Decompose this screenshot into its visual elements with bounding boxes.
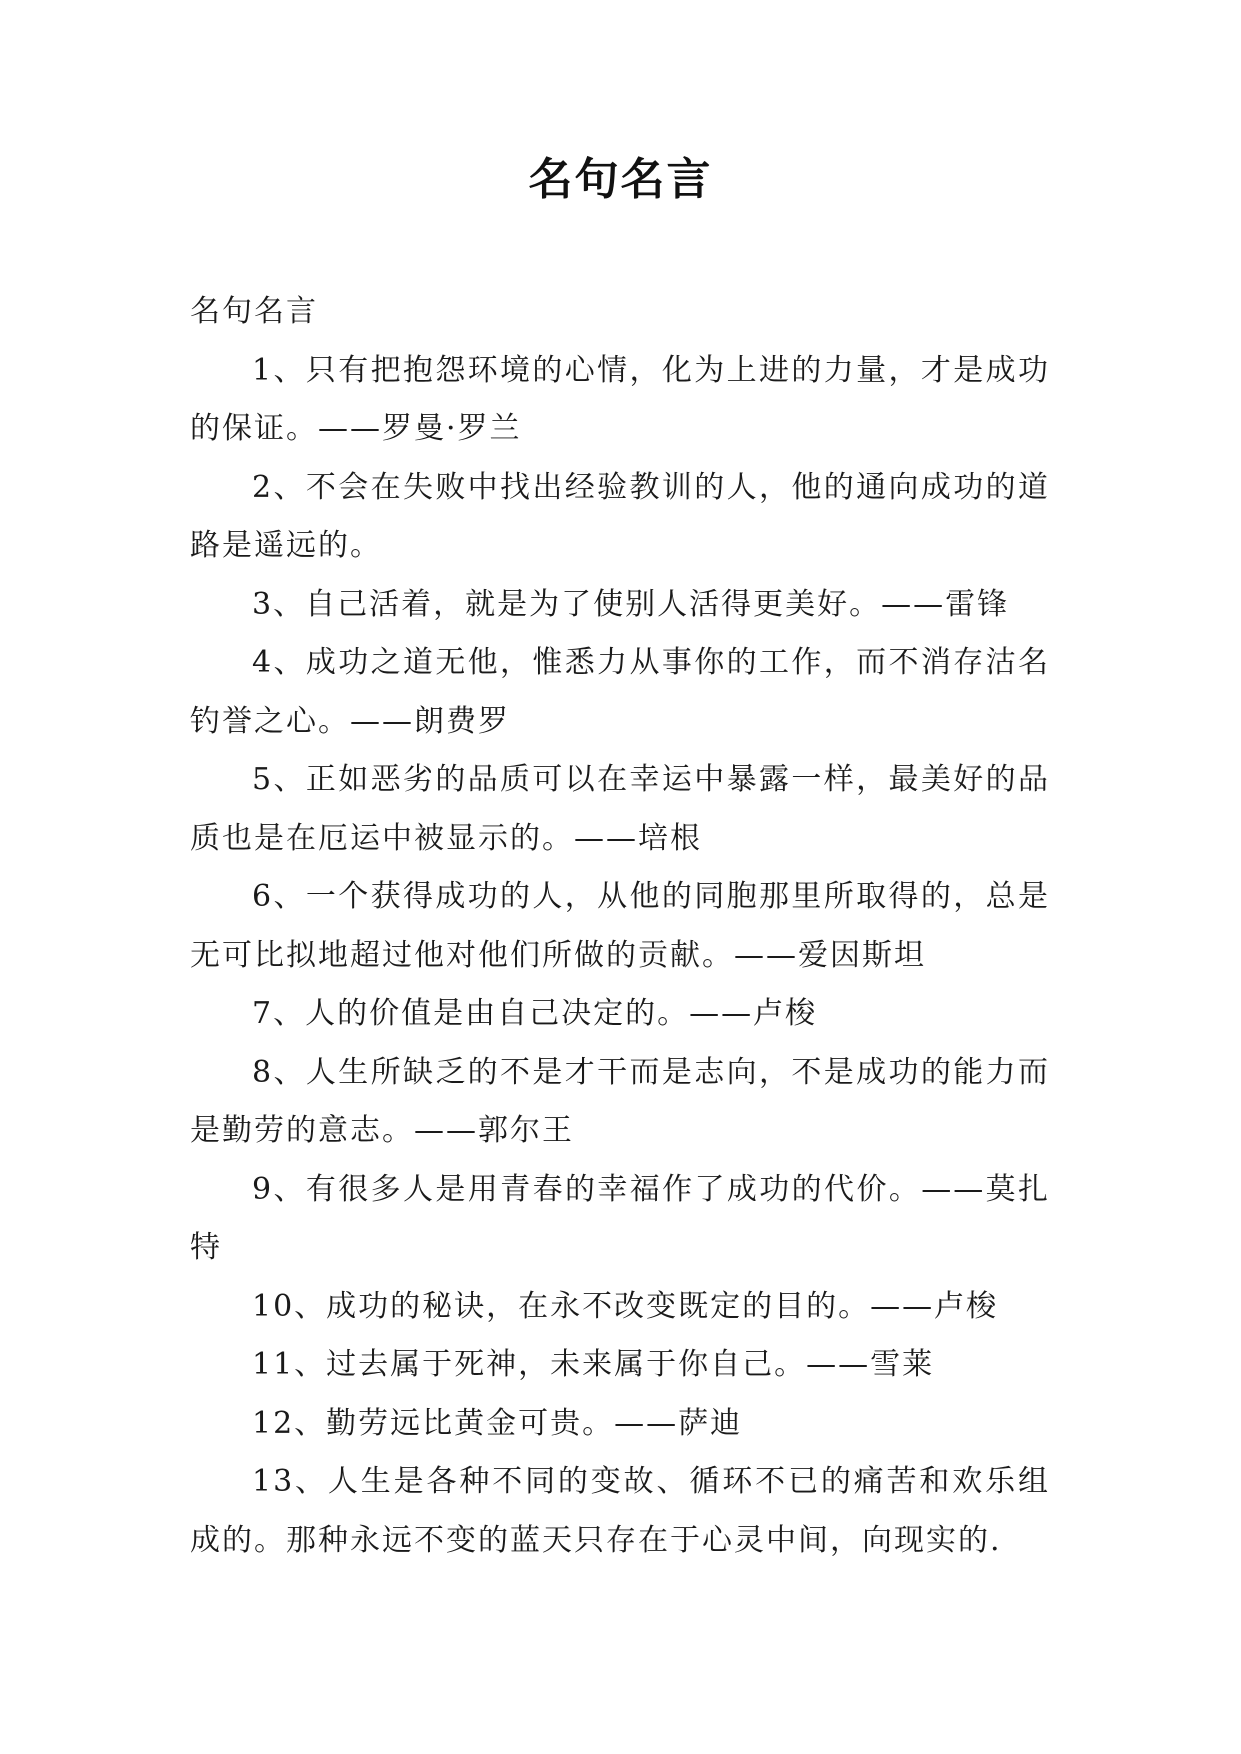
document-title: 名句名言 <box>528 154 713 205</box>
quote-item-6: 6、一个获得成功的人，从他的同胞那里所取得的，总是无可比拟地超过他对他们所做的贡献。——爱因斯坦 <box>190 879 1050 973</box>
quote-item-1: 1、只有把抱怨环境的心情，化为上进的力量，才是成功的保证。——罗曼·罗兰 <box>190 352 1050 446</box>
quote-item-13: 13、人生是各种不同的变故、循环不已的痛苦和欢乐组成的。那种永远不变的蓝天只存在于心灵中间，向现实的. <box>190 1464 1050 1558</box>
quote-item-2: 2、不会在失败中找出经验教训的人，他的通向成功的道路是遥远的。 <box>190 469 1050 563</box>
quote-item-11: 11、过去属于死神，未来属于你自己。——雪莱 <box>252 1347 935 1382</box>
section-heading: 名句名言 <box>190 294 318 329</box>
quote-item-3: 3、自己活着，就是为了使别人活得更美好。——雷锋 <box>252 586 1010 622</box>
quote-item-8: 8、人生所缺乏的不是才干而是志向，不是成功的能力而是勤劳的意志。——郭尔王 <box>190 1054 1050 1148</box>
quote-item-7: 7、人的价值是由自己决定的。——卢梭 <box>252 996 818 1031</box>
document-body <box>190 283 1050 1570</box>
quote-item-10: 10、成功的秘诀，在永不改变既定的目的。——卢梭 <box>252 1288 999 1324</box>
quote-item-5: 5、正如恶劣的品质可以在幸运中暴露一样，最美好的品质也是在厄运中被显示的。——培根 <box>190 762 1050 856</box>
quote-item-9: 9、有很多人是用青春的幸福作了成功的代价。——莫扎特 <box>190 1171 1050 1265</box>
quote-item-4: 4、成功之道无他，惟悉力从事你的工作，而不消存沽名钓誉之心。——朗费罗 <box>190 645 1050 739</box>
quote-item-12: 12、勤劳远比黄金可贵。——萨迪 <box>252 1405 743 1441</box>
